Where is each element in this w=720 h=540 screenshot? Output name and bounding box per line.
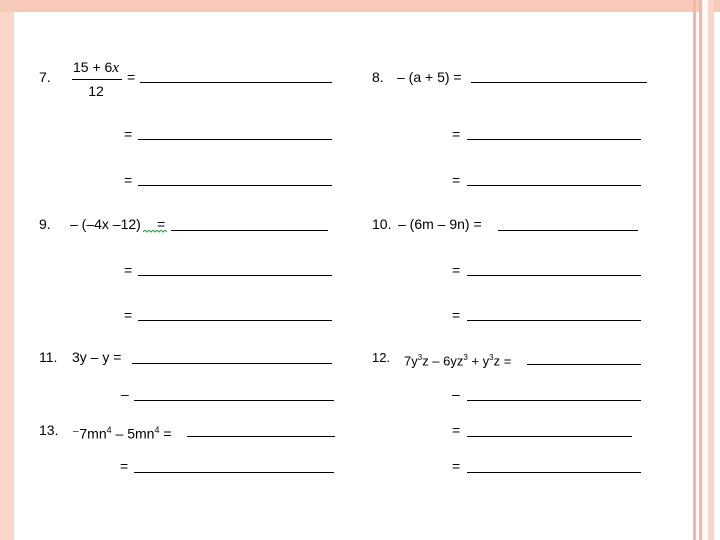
answer-blank[interactable] — [527, 364, 641, 365]
answer-blank[interactable] — [467, 185, 641, 186]
exponent: 3 — [417, 353, 423, 362]
equals-sign: = — [159, 425, 172, 442]
answer-blank[interactable] — [138, 275, 332, 276]
equals-sign: = — [124, 126, 133, 142]
equals-sign: = — [452, 307, 461, 323]
problem-number: 11. — [39, 349, 58, 365]
problem-number: 7. — [39, 69, 51, 85]
fraction-denominator: 12 — [88, 83, 104, 99]
term-2: – 5mn — [111, 425, 155, 442]
equals-sign: = — [452, 172, 461, 188]
answer-blank[interactable] — [171, 230, 328, 231]
fraction — [70, 59, 124, 101]
problem-number: 10. — [372, 216, 392, 232]
term-1: 7y — [404, 353, 418, 369]
expression — [72, 422, 172, 442]
exponent: 3 — [489, 353, 494, 362]
answer-blank[interactable] — [138, 139, 332, 140]
frame-left-border — [0, 12, 14, 540]
answer-blank[interactable] — [138, 320, 332, 321]
problem-number: 8. — [372, 69, 384, 85]
equals-sign: = — [124, 172, 133, 188]
equals-sign: = — [452, 126, 461, 142]
equals-sign: = — [124, 307, 133, 323]
problem-number: 12. — [372, 350, 391, 365]
numerator-constant: 15 + 6 — [73, 59, 113, 75]
answer-blank[interactable] — [134, 400, 334, 401]
frame-right-border — [708, 0, 714, 540]
term-1: ⁻7mn — [72, 425, 107, 442]
problem-number: 9. — [39, 216, 51, 232]
answer-blank[interactable] — [140, 82, 332, 83]
equals-sign: = — [452, 422, 461, 438]
fraction-numerator — [70, 59, 122, 77]
answer-blank[interactable] — [467, 275, 641, 276]
frame-right-stripe — [699, 0, 702, 540]
expression: – (–4x –12) — [70, 216, 141, 232]
minus-sign: – — [452, 386, 460, 402]
minus-sign: – — [121, 386, 129, 402]
equals-sign: = — [157, 216, 166, 232]
term-2: z – 6yz — [422, 353, 464, 369]
exponent: 4 — [154, 425, 160, 435]
answer-blank[interactable] — [467, 400, 641, 401]
answer-blank[interactable] — [467, 472, 641, 473]
answer-blank[interactable] — [467, 320, 641, 321]
answer-blank[interactable] — [187, 436, 335, 437]
expression — [404, 350, 511, 369]
expression: – (a + 5) = — [397, 69, 462, 85]
answer-blank[interactable] — [138, 185, 332, 186]
equals-sign: = — [120, 458, 129, 474]
frame-right-stripe — [693, 0, 696, 540]
term-3: + y — [467, 353, 490, 369]
equals-sign: = — [124, 262, 133, 278]
equals-sign: = — [127, 69, 136, 85]
answer-blank[interactable] — [132, 363, 332, 364]
numerator-variable: x — [112, 60, 119, 76]
exponent: 4 — [106, 425, 112, 435]
fraction-bar — [72, 79, 122, 80]
expression: – (6m – 9n) = — [398, 216, 482, 232]
answer-blank[interactable] — [498, 230, 638, 231]
answer-blank[interactable] — [467, 139, 641, 140]
answer-blank[interactable] — [134, 472, 334, 473]
exponent: 3 — [463, 353, 468, 362]
term-4: z = — [493, 353, 512, 369]
equals-sign: = — [452, 458, 461, 474]
answer-blank[interactable] — [471, 82, 647, 83]
problem-number: 13. — [39, 422, 59, 438]
expression: 3y – y = — [72, 349, 122, 365]
equals-sign: = — [452, 262, 461, 278]
answer-blank[interactable] — [467, 436, 632, 437]
frame-top-border — [0, 0, 720, 12]
